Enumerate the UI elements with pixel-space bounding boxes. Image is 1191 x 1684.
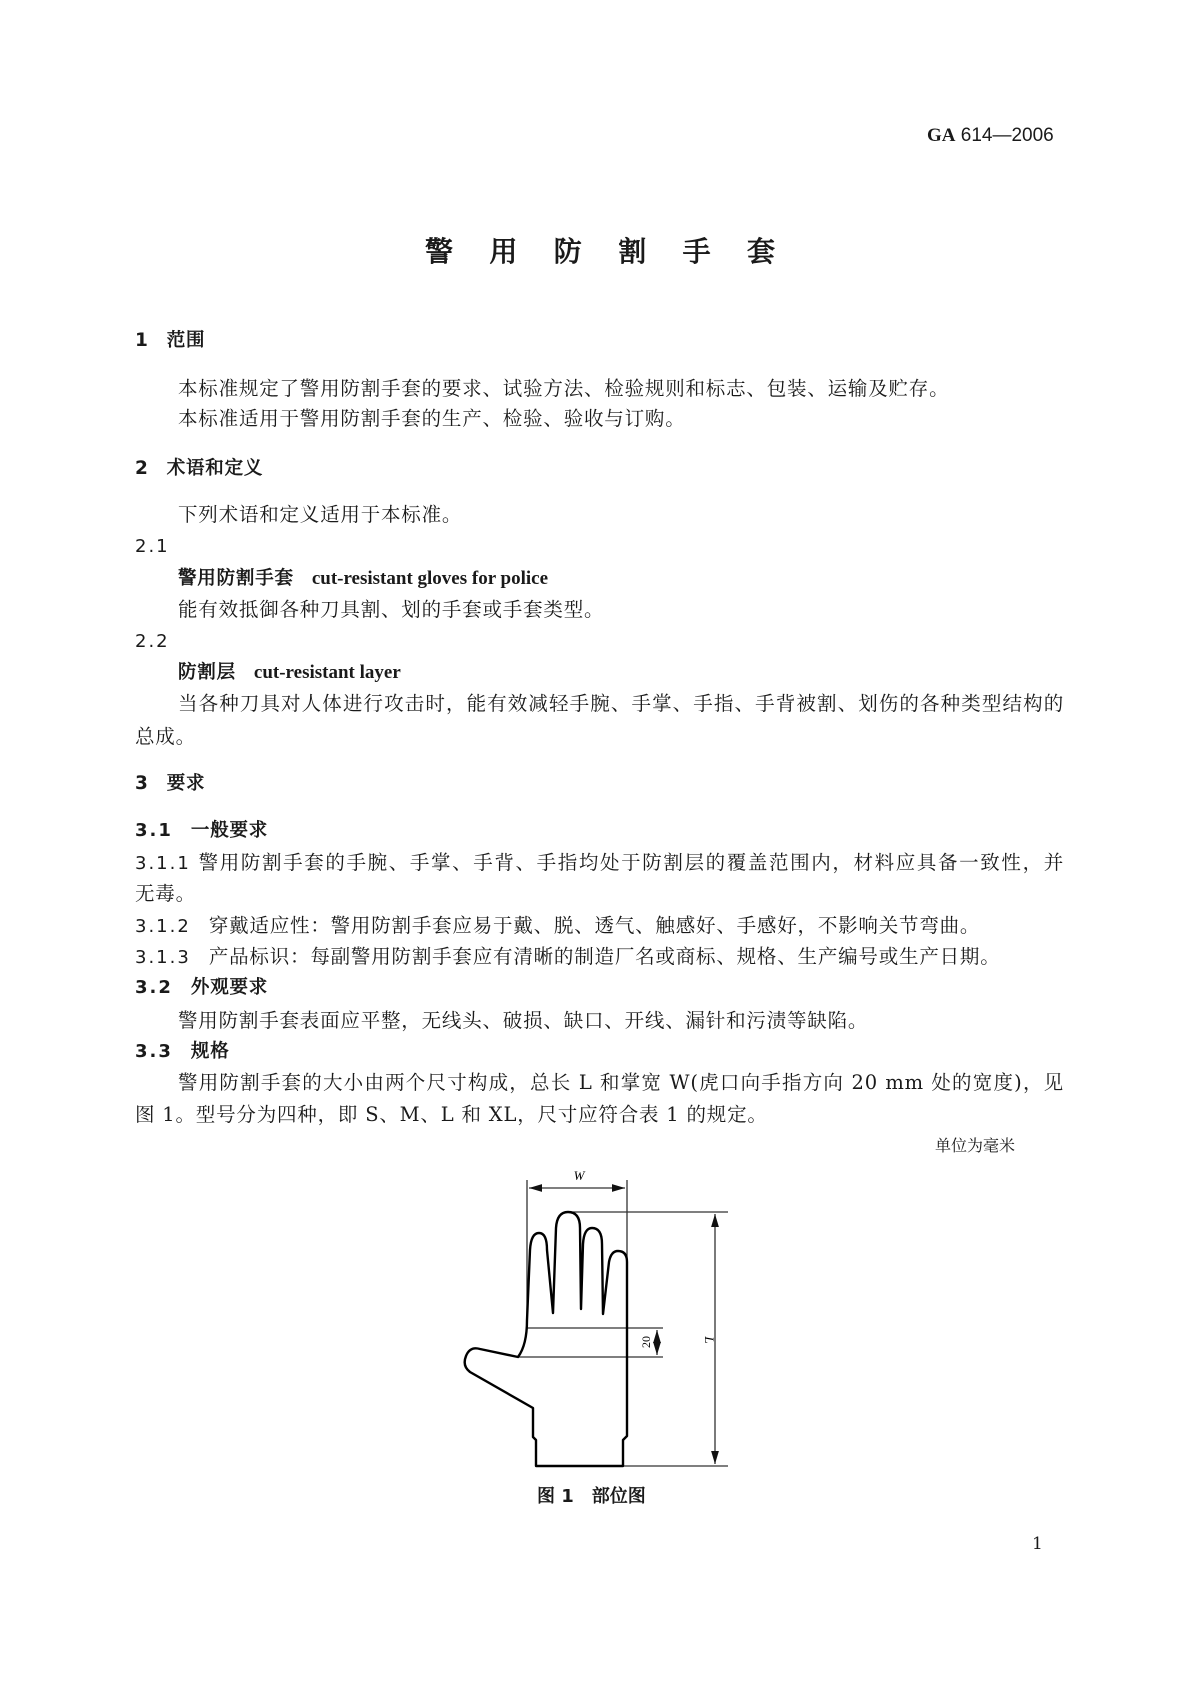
paragraph: 警用防割手套表面应平整，无线头、破损、缺口、开线、漏针和污渍等缺陷。 (178, 1009, 869, 1032)
paragraph: 警用防割手套的大小由两个尺寸构成，总长 L 和掌宽 W(虎口向手指方向 20 mm 处的宽度)，见 (178, 1071, 1064, 1094)
length-label: L (702, 1336, 717, 1344)
clause-number: 2.2 (135, 631, 170, 652)
term-heading: 防割层 cut-resistant layer (178, 662, 401, 683)
document-code: GA 614—2006 (927, 125, 1054, 146)
subsection-heading: 3.2 外观要求 (135, 977, 269, 998)
definition: 当各种刀具对人体进行攻击时，能有效减轻手腕、手掌、手指、手背被割、划伤的各种类型结构的 (178, 692, 1064, 715)
paragraph: 本标准适用于警用防割手套的生产、检验、验收与订购。 (178, 407, 686, 430)
glove-outline (465, 1212, 627, 1466)
definition: 总成。 (135, 725, 196, 748)
offset-label: 20 (639, 1336, 653, 1348)
paragraph: 图 1。型号分为四种，即 S、M、L 和 XL，尺寸应符合表 1 的规定。 (135, 1103, 768, 1126)
section-3-heading: 3 要求 (135, 773, 206, 794)
clause: 3.1.2 穿戴适应性：警用防割手套应易于戴、脱、透气、触感好、手感好，不影响关节弯曲。 (135, 914, 981, 937)
section-1-heading: 1 范围 (135, 330, 206, 351)
dimension-lines (518, 1180, 728, 1466)
term-heading: 警用防割手套 cut-resistant gloves for police (178, 568, 549, 589)
clause: 无毒。 (135, 882, 196, 905)
subsection-heading: 3.1 一般要求 (135, 820, 269, 841)
paragraph: 本标准规定了警用防割手套的要求、试验方法、检验规则和标志、包装、运输及贮存。 (178, 377, 950, 400)
clause: 3.1.1 警用防割手套的手腕、手掌、手背、手指均处于防割层的覆盖范围内，材料应具备一致性，并 (135, 851, 1064, 874)
width-label: W (573, 1168, 585, 1183)
figure-caption: 图 1 部位图 (537, 1486, 646, 1507)
paragraph: 下列术语和定义适用于本标准。 (178, 503, 463, 526)
definition: 能有效抵御各种刀具割、划的手套或手套类型。 (178, 598, 605, 621)
clause: 3.1.3 产品标识：每副警用防割手套应有清晰的制造厂名或商标、规格、生产编号或生产日期。 (135, 945, 1001, 968)
subsection-heading: 3.3 规格 (135, 1041, 230, 1062)
page-title: 警用防割手套 (425, 235, 775, 268)
section-2-heading: 2 术语和定义 (135, 458, 264, 479)
unit-note: 单位为毫米 (935, 1136, 1016, 1155)
clause-number: 2.1 (135, 536, 170, 557)
page-number: 1 (1032, 1534, 1043, 1554)
